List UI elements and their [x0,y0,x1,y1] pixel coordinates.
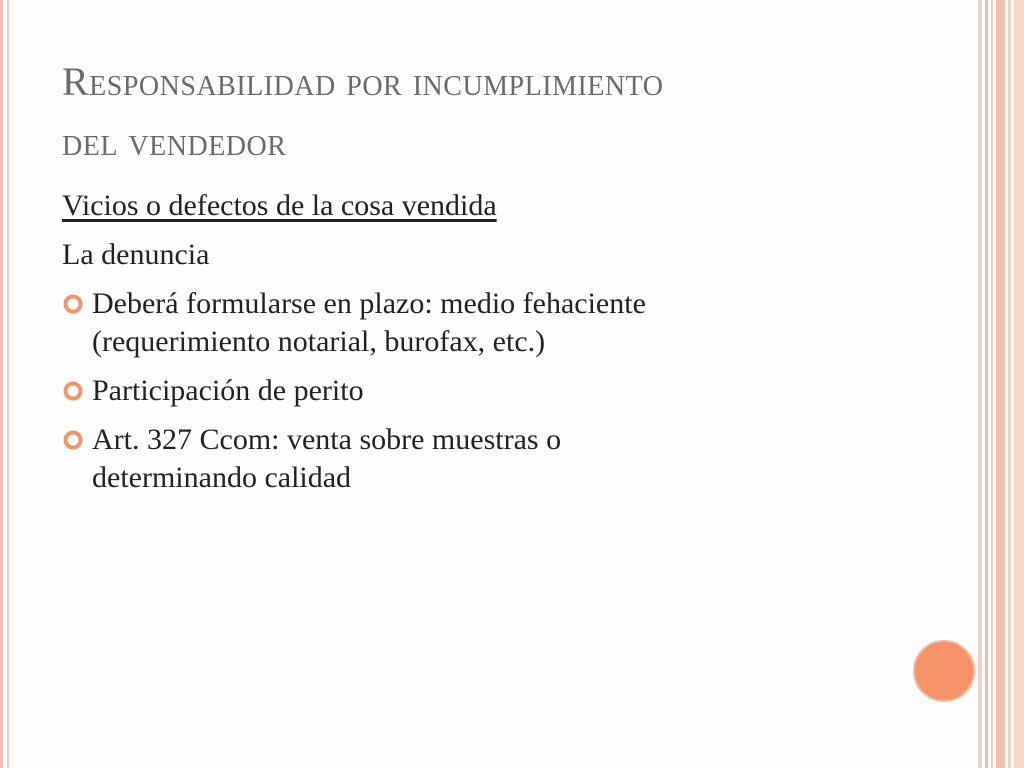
border-stripe [985,0,988,768]
bullet-circle-icon [62,380,84,402]
left-border-line [7,0,9,768]
subheading: Vicios o defectos de la cosa vendida [62,189,497,222]
bullet-circle-icon [62,429,84,451]
border-stripe [978,0,982,768]
border-stripe [1008,0,1011,768]
bullet-text-line-2: determinando calidad [92,461,352,494]
border-stripe [996,0,1005,768]
title-line-2: del vendedor [62,119,287,164]
right-border-stripes [978,0,1024,768]
bullet-circle-icon [62,293,84,315]
section-label: La denuncia [62,238,210,271]
bullet-text-line-1: Participación de perito [92,374,364,407]
title-line-1: Responsabilidad por incumplimiento [62,59,664,104]
border-stripe [1014,0,1024,768]
bullet-item [62,421,922,497]
bullet-text-line-1: Deberá formularse en plazo: medio fehaciente [92,287,646,320]
bullet-item [62,285,922,361]
bullet-item [62,372,922,410]
left-border-line [0,0,3,768]
decorative-circle-icon [913,640,975,702]
border-stripe [991,0,993,768]
bullet-list [62,285,922,497]
bullet-text-line-1: Art. 327 Ccom: venta sobre muestras o [92,423,562,456]
slide-title [62,52,922,172]
slide-body [62,187,922,508]
bullet-text-line-2: (requerimiento notarial, burofax, etc.) [92,325,546,358]
